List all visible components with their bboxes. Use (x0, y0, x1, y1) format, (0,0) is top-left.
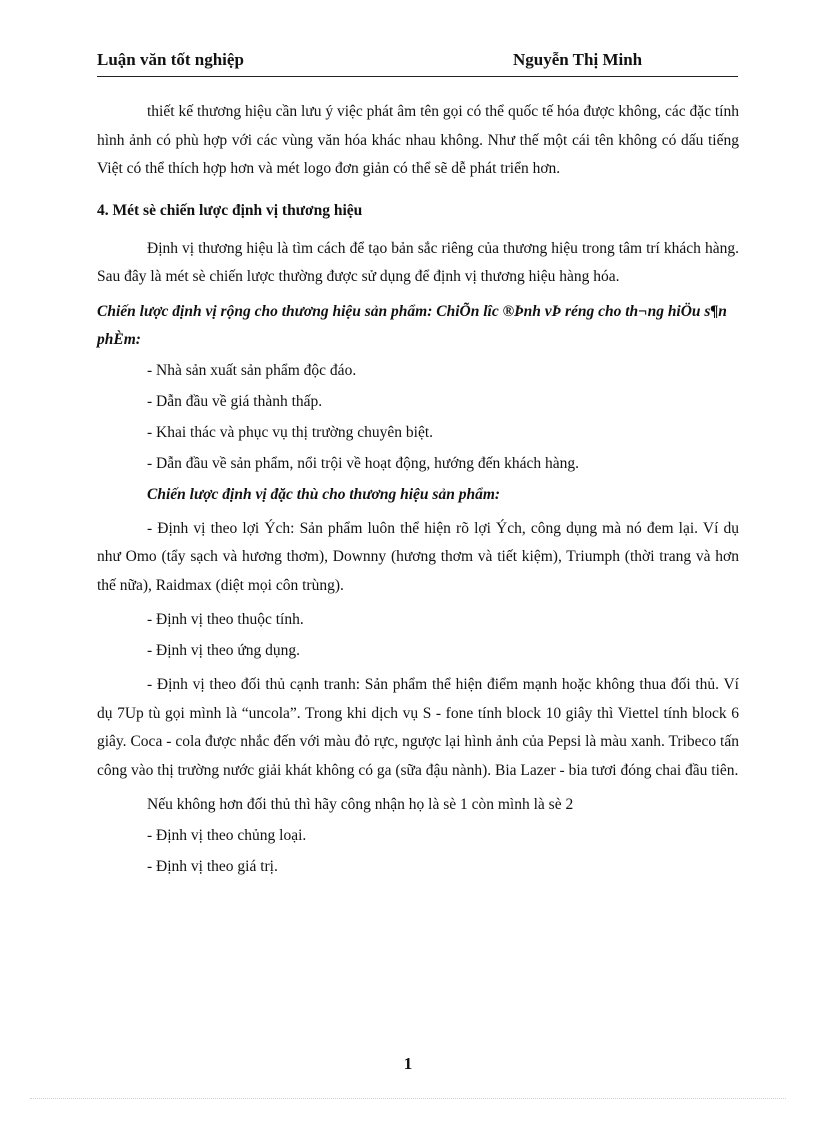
paragraph-positioning-intro: Định vị thương hiệu là tìm cách để tạo bản sắc riêng của thương hiệu trong tâm trí khách hàng. Sau đây là mét sè chiến lược thường được sử dụng để định vị thương hiệu hàng hóa. (97, 239, 739, 285)
list-item: - Định vị theo giá trị. (147, 858, 278, 875)
subheading-broad-strategy: Chiến lược định vị rộng cho thương hiệu sản phẩm: ChiÕn lîc ®Þnh vÞ réng cho th¬ng hiÖu s¶n phÈm: (97, 302, 727, 348)
list-item: - Khai thác và phục vụ thị trường chuyên biệt. (147, 423, 434, 441)
list-item: Nếu không hơn đối thủ thì hãy công nhận họ là sè 1 còn mình là sè 2 (147, 796, 574, 813)
list-item: - Nhà sản xuất sản phẩm độc đáo. (147, 361, 357, 379)
section-heading-4: 4. Mét sè chiến lược định vị thương hiệu (97, 201, 363, 219)
list-item: - Định vị theo ứng dụng. (147, 642, 301, 659)
page-bottom-divider (30, 1098, 786, 1099)
document-body (97, 98, 739, 878)
list-item: - Dẫn đầu về sản phẩm, nổi trội về hoạt động, hướng đến khách hàng. (147, 454, 579, 472)
list-item: - Dẫn đầu về giá thành thấp. (147, 392, 323, 410)
page-header (97, 48, 738, 77)
paragraph-branding-design: thiết kế thương hiệu cần lưu ý việc phát âm tên gọi có thể quốc tế hóa được không, các đặc tính hình ảnh có phù hợp với các vùng văn hóa khác nhau không. Như thế một cái tên không có dấu tiếng Việt có thể thích hợp hơn và mét logo đơn giản có thể sẽ dễ phát triển hơn. (97, 103, 739, 177)
paragraph-competitor-positioning: - Định vị theo đối thủ cạnh tranh: Sản phẩm thể hiện điểm mạnh hoặc không thua đối thủ. Ví dụ 7Up tù gọi mình là “uncola”. Trong khi dịch vụ S - fone tính block 10 giây thì Viettel tính block 6 giây. Coca - cola được nhắc đến với màu đỏ rực, ngược lại hình ảnh của Pepsi là màu xanh. Tribeco tấn công vào thị trường nước giải khát không có ga (sữa đậu nành). Bia Lazer - bia tươi đóng chai đầu tiên. (97, 676, 739, 779)
header-thesis-title: Luận văn tốt nghiệp (97, 50, 244, 69)
header-author-name: Nguyễn Thị Minh (513, 50, 643, 69)
page-number: 1 (403, 1054, 413, 1073)
list-item: - Định vị theo chủng loại. (147, 827, 307, 844)
paragraph-benefit-positioning: - Định vị theo lợi Ých: Sản phẩm luôn thể hiện rõ lợi Ých, công dụng mà nó đem lại. Ví dụ như Omo (tẩy sạch và hương thơm), Downny (hương thơm và tiết kiệm), Triumph (thời trang và hơn thế nữa), Raidmax (diệt mọi côn trùng). (97, 519, 739, 594)
subheading-specific-strategy: Chiến lược định vị đặc thù cho thương hiệu sản phẩm: (147, 485, 501, 503)
list-item: - Định vị theo thuộc tính. (147, 611, 304, 628)
